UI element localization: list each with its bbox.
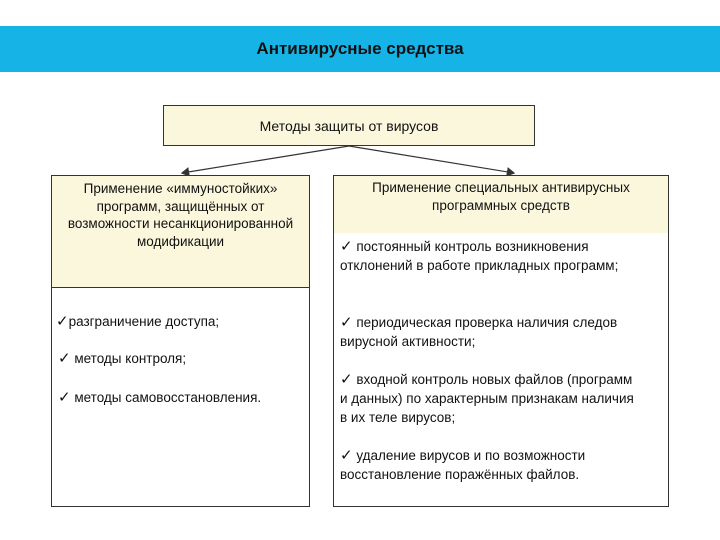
list-item: ✓ периодическая проверка наличия следов вирусной активности;: [340, 314, 618, 349]
root-node-label: Методы защиты от вирусов: [259, 117, 439, 134]
check-icon: ✓: [340, 447, 353, 464]
list-item: ✓ входной контроль новых файлов (программ и данных) по характерным признакам наличия в их теле вирусов;: [340, 371, 634, 425]
check-icon: ✓: [58, 350, 71, 367]
check-icon: ✓: [56, 313, 69, 330]
arrow-to-right: [349, 146, 514, 173]
left-header-text: Применение «иммуностойких» программ, защищённых от возможности несанкционированной модификации: [67, 181, 294, 249]
left-branch-header: [51, 175, 310, 288]
right-branch: [333, 175, 669, 507]
right-branch-header: [334, 176, 668, 233]
check-icon: ✓: [58, 389, 71, 406]
arrow-to-left: [182, 146, 349, 173]
check-icon: ✓: [340, 371, 353, 388]
list-item: ✓ постоянный контроль возникновения отклонений в работе прикладных программ;: [340, 238, 619, 273]
check-icon: ✓: [340, 314, 353, 331]
right-header-text: Применение специальных антивирусных программных средств: [372, 180, 630, 213]
left-branch-body: [51, 287, 310, 507]
page-title: Антивирусные средства: [256, 39, 464, 58]
list-item: ✓ методы самовосстановления.: [58, 389, 262, 406]
list-item: ✓ методы контроля;: [58, 350, 187, 367]
list-item: ✓разграничение доступа;: [56, 313, 220, 330]
list-item: ✓ удаление вирусов и по возможности восстановление поражённых файлов.: [340, 447, 586, 482]
check-icon: ✓: [340, 238, 353, 255]
